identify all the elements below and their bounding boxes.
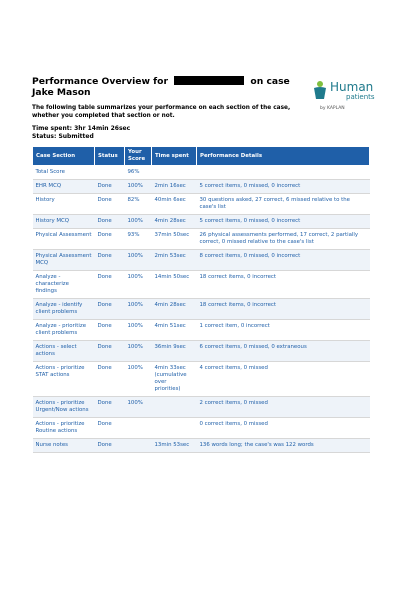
cell-details: 8 correct items, 0 missed, 0 incorrect	[197, 250, 370, 271]
cell-time: 4min 28sec	[152, 299, 197, 320]
header-case-section: Case Section	[33, 147, 95, 166]
table-row	[33, 166, 370, 180]
cell-time: 13min 53sec	[152, 439, 197, 453]
table-row	[33, 299, 370, 320]
table-header-row	[33, 147, 370, 166]
table-row	[33, 362, 370, 397]
title-prefix: Performance Overview for	[32, 76, 168, 87]
cell-status: Done	[95, 397, 125, 418]
cell-score	[125, 418, 152, 439]
logo-sub: patients	[346, 93, 375, 101]
cell-section: Analyze - prioritize client problems	[33, 320, 95, 341]
table-row	[33, 194, 370, 215]
cell-score: 100%	[125, 341, 152, 362]
cell-status	[95, 166, 125, 180]
cell-time	[152, 418, 197, 439]
cell-score: 100%	[125, 250, 152, 271]
cell-section: Actions - prioritize Routine actions	[33, 418, 95, 439]
cell-status: Done	[95, 341, 125, 362]
cell-score: 100%	[125, 362, 152, 397]
cell-section: Analyze - characterize findings	[33, 271, 95, 299]
logo-by: by KAPLAN	[320, 106, 345, 111]
cell-time: 4min 28sec	[152, 215, 197, 229]
header-score: Your Score	[125, 147, 152, 166]
cell-time: 37min 50sec	[152, 229, 197, 250]
cell-section: Analyze - identify client problems	[33, 299, 95, 320]
cell-time: 40min 6sec	[152, 194, 197, 215]
cell-score: 100%	[125, 271, 152, 299]
cell-section: Actions - prioritize Urgent/Now actions	[33, 397, 95, 418]
table-row	[33, 215, 370, 229]
cell-details: 30 questions asked, 27 correct, 6 missed relative to the case's list	[197, 194, 370, 215]
cell-details: 4 correct items, 0 missed	[197, 362, 370, 397]
human-patients-logo	[312, 80, 378, 120]
time-spent: Time spent: 3hr 14min 26sec	[32, 125, 131, 132]
table-row	[33, 341, 370, 362]
cell-details: 5 correct items, 0 missed, 0 incorrect	[197, 215, 370, 229]
table-row	[33, 397, 370, 418]
cell-status: Done	[95, 250, 125, 271]
redacted-name	[174, 76, 244, 85]
cell-section: Physical Assessment MCQ	[33, 250, 95, 271]
cell-time: 4min 51sec	[152, 320, 197, 341]
cell-status: Done	[95, 229, 125, 250]
cell-time: 2min 53sec	[152, 250, 197, 271]
cell-time: 2min 16sec	[152, 180, 197, 194]
cell-details: 2 correct items, 0 missed	[197, 397, 370, 418]
cell-details: 26 physical assessments performed, 17 correct, 2 partially correct, 0 missed relative to the case's list	[197, 229, 370, 250]
cell-score: 82%	[125, 194, 152, 215]
cell-details: 5 correct items, 0 missed, 0 incorrect	[197, 180, 370, 194]
table-row	[33, 271, 370, 299]
table-row	[33, 250, 370, 271]
cell-details	[197, 166, 370, 180]
cell-score: 100%	[125, 397, 152, 418]
header-details: Performance Details	[197, 147, 370, 166]
cell-details: 136 words long; the case's was 122 words	[197, 439, 370, 453]
cell-status: Done	[95, 299, 125, 320]
title-suffix: on case Jake Mason	[32, 76, 290, 98]
cell-time: 36min 9sec	[152, 341, 197, 362]
cell-details: 18 correct items, 0 incorrect	[197, 271, 370, 299]
cell-status: Done	[95, 194, 125, 215]
cell-status: Done	[95, 180, 125, 194]
performance-table	[32, 146, 370, 453]
cell-score: 93%	[125, 229, 152, 250]
cell-status: Done	[95, 362, 125, 397]
meta-info	[32, 125, 130, 141]
cell-status: Done	[95, 320, 125, 341]
cell-status: Done	[95, 215, 125, 229]
table-row	[33, 180, 370, 194]
table-row	[33, 439, 370, 453]
cell-section: Nurse notes	[33, 439, 95, 453]
cell-score: 96%	[125, 166, 152, 180]
logo-name: Human	[330, 80, 374, 94]
header-time: Time spent	[152, 147, 197, 166]
intro-text: The following table summarizes your performance on each section of the case, whether you completed that section or not.	[32, 105, 291, 119]
cell-score: 100%	[125, 320, 152, 341]
cell-section: EHR MCQ	[33, 180, 95, 194]
cell-section: Physical Assessment	[33, 229, 95, 250]
cell-status: Done	[95, 439, 125, 453]
header-status: Status	[95, 147, 125, 166]
cell-details: 0 correct items, 0 missed	[197, 418, 370, 439]
cell-score: 100%	[125, 299, 152, 320]
cell-section: Actions - select actions	[33, 341, 95, 362]
cell-section: Actions - prioritize STAT actions	[33, 362, 95, 397]
cell-section: History	[33, 194, 95, 215]
cell-details: 18 correct items, 0 incorrect	[197, 299, 370, 320]
cell-time	[152, 166, 197, 180]
cell-time	[152, 397, 197, 418]
cell-status: Done	[95, 418, 125, 439]
cell-details: 6 correct items, 0 missed, 0 extraneous	[197, 341, 370, 362]
cell-section: History MCQ	[33, 215, 95, 229]
table-row	[33, 229, 370, 250]
cell-time: 4min 33sec (cumulative over priorities)	[152, 362, 197, 397]
status-text: Status: Submitted	[32, 133, 94, 140]
cell-time: 14min 50sec	[152, 271, 197, 299]
logo-figure-icon	[312, 80, 328, 100]
table-row	[33, 320, 370, 341]
cell-score: 100%	[125, 215, 152, 229]
cell-score: 100%	[125, 180, 152, 194]
cell-details: 1 correct item, 0 incorrect	[197, 320, 370, 341]
cell-score	[125, 439, 152, 453]
page-title	[32, 76, 302, 98]
cell-status: Done	[95, 271, 125, 299]
table-row	[33, 418, 370, 439]
cell-section: Total Score	[33, 166, 95, 180]
